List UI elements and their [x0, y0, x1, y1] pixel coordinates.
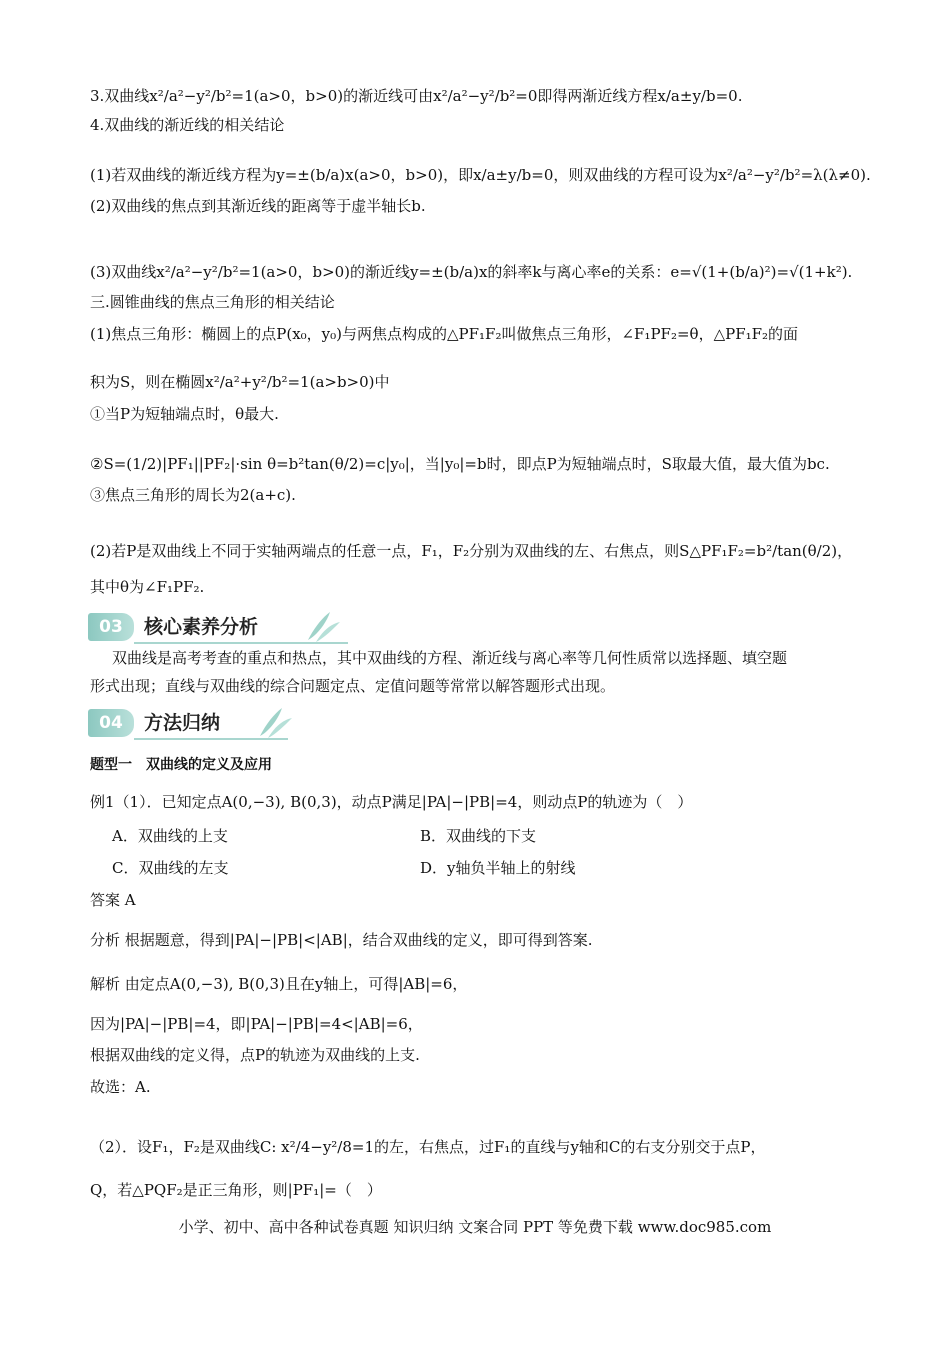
- solution-line-4: 故选：A.: [90, 1078, 151, 1096]
- analysis-line: 分析 根据题意，得到|PA|−|PB|<|AB|，结合双曲线的定义，即可得到答案.: [90, 931, 593, 949]
- core-analysis-para-2: 形式出现；直线与双曲线的综合问题定点、定值问题等常常以解答题形式出现。: [90, 677, 616, 695]
- page-footer: 小学、初中、高中各种试卷真题 知识归纳 文案合同 PPT 等免费下载 www.doc985.com: [178, 1218, 772, 1236]
- example-2-question: （2）．设F₁，F₂是双曲线C: x²/4−y²/8=1的左，右焦点，过F₁的直线与y轴和C的右支分别交于点P，: [90, 1138, 766, 1156]
- hyperbola-focal-area-cont: 其中θ为∠F₁PF₂.: [90, 578, 205, 596]
- focal-triangle-definition-cont: 积为S，则在椭圆x²/a²+y²/b²=1(a>b>0)中: [90, 373, 390, 391]
- conclusion-3: (3)双曲线x²/a²−y²/b²=1(a>0，b>0)的渐近线y=±(b/a)x的斜率k与离心率e的关系：e=√(1+(b/a)²)=√(1+k²).: [90, 263, 853, 281]
- core-analysis-para-1: 双曲线是高考考查的重点和热点，其中双曲线的方程、渐近线与离心率等几何性质常以选择题、填空题: [112, 649, 788, 667]
- focal-triangle-item-3: ③焦点三角形的周长为2(a+c).: [90, 486, 296, 504]
- solution-line-2: 因为|PA|−|PB|=4，即|PA|−|PB|=4<|AB|=6，: [90, 1015, 423, 1033]
- solution-line-3: 根据双曲线的定义得，点P的轨迹为双曲线的上支.: [90, 1046, 420, 1064]
- banner-title: 方法归纳: [144, 712, 221, 734]
- asymptote-conclusions-heading: 4.双曲线的渐近线的相关结论: [90, 116, 285, 134]
- option-a: A．双曲线的上支: [112, 827, 228, 845]
- conclusion-2: (2)双曲线的焦点到其渐近线的距离等于虚半轴长b.: [90, 197, 426, 215]
- conclusion-1: (1)若双曲线的渐近线方程为y=±(b/a)x(a>0，b>0)，即x/a±y/b=0，则双曲线的方程可设为x²/a²−y²/b²=λ(λ≠0).: [90, 166, 871, 184]
- focal-triangle-item-2: ②S=(1/2)|PF₁||PF₂|·sin θ=b²tan(θ/2)=c|y₀|，当|y₀|=b时，即点P为短轴端点时，S取最大值，最大值为bc.: [90, 455, 830, 473]
- problem-type-heading: 题型一 双曲线的定义及应用: [90, 757, 272, 773]
- focal-triangle-heading: 三.圆锥曲线的焦点三角形的相关结论: [90, 293, 335, 311]
- option-b: B．双曲线的下支: [420, 827, 537, 845]
- leaf-icon: [254, 706, 294, 740]
- banner-title: 核心素养分析: [144, 616, 259, 638]
- leaf-icon: [302, 610, 342, 644]
- asymptote-equation-line: 3.双曲线x²/a²−y²/b²=1(a>0，b>0)的渐近线可由x²/a²−y²/b²=0即得两渐近线方程x/a±y/b=0.: [90, 87, 743, 105]
- option-c: C．双曲线的左支: [112, 859, 229, 877]
- option-d: D．y轴负半轴上的射线: [420, 859, 576, 877]
- example-1-question: 例1（1）．已知定点A(0,−3), B(0,3)，动点P满足|PA|−|PB|=4，则动点P的轨迹为（ ）: [90, 793, 693, 811]
- banner-number: 03: [88, 613, 134, 641]
- hyperbola-focal-area: (2)若P是双曲线上不同于实轴两端点的任意一点，F₁，F₂分别为双曲线的左、右焦点，则S△PF₁F₂=b²/tan(θ/2)，: [90, 542, 853, 560]
- example-2-question-cont: Q，若△PQF₂是正三角形，则|PF₁|=（ ）: [90, 1181, 382, 1199]
- answer-line: 答案 A: [90, 891, 136, 909]
- banner-number: 04: [88, 709, 134, 737]
- section-banner-04: [88, 706, 348, 742]
- focal-triangle-item-1: ①当P为短轴端点时，θ最大.: [90, 405, 279, 423]
- section-banner-03: [88, 610, 348, 646]
- solution-line-1: 解析 由定点A(0,−3), B(0,3)且在y轴上，可得|AB|=6，: [90, 975, 468, 993]
- focal-triangle-definition: (1)焦点三角形：椭圆上的点P(x₀，y₀)与两焦点构成的△PF₁F₂叫做焦点三角形，∠F₁PF₂=θ，△PF₁F₂的面: [90, 325, 799, 343]
